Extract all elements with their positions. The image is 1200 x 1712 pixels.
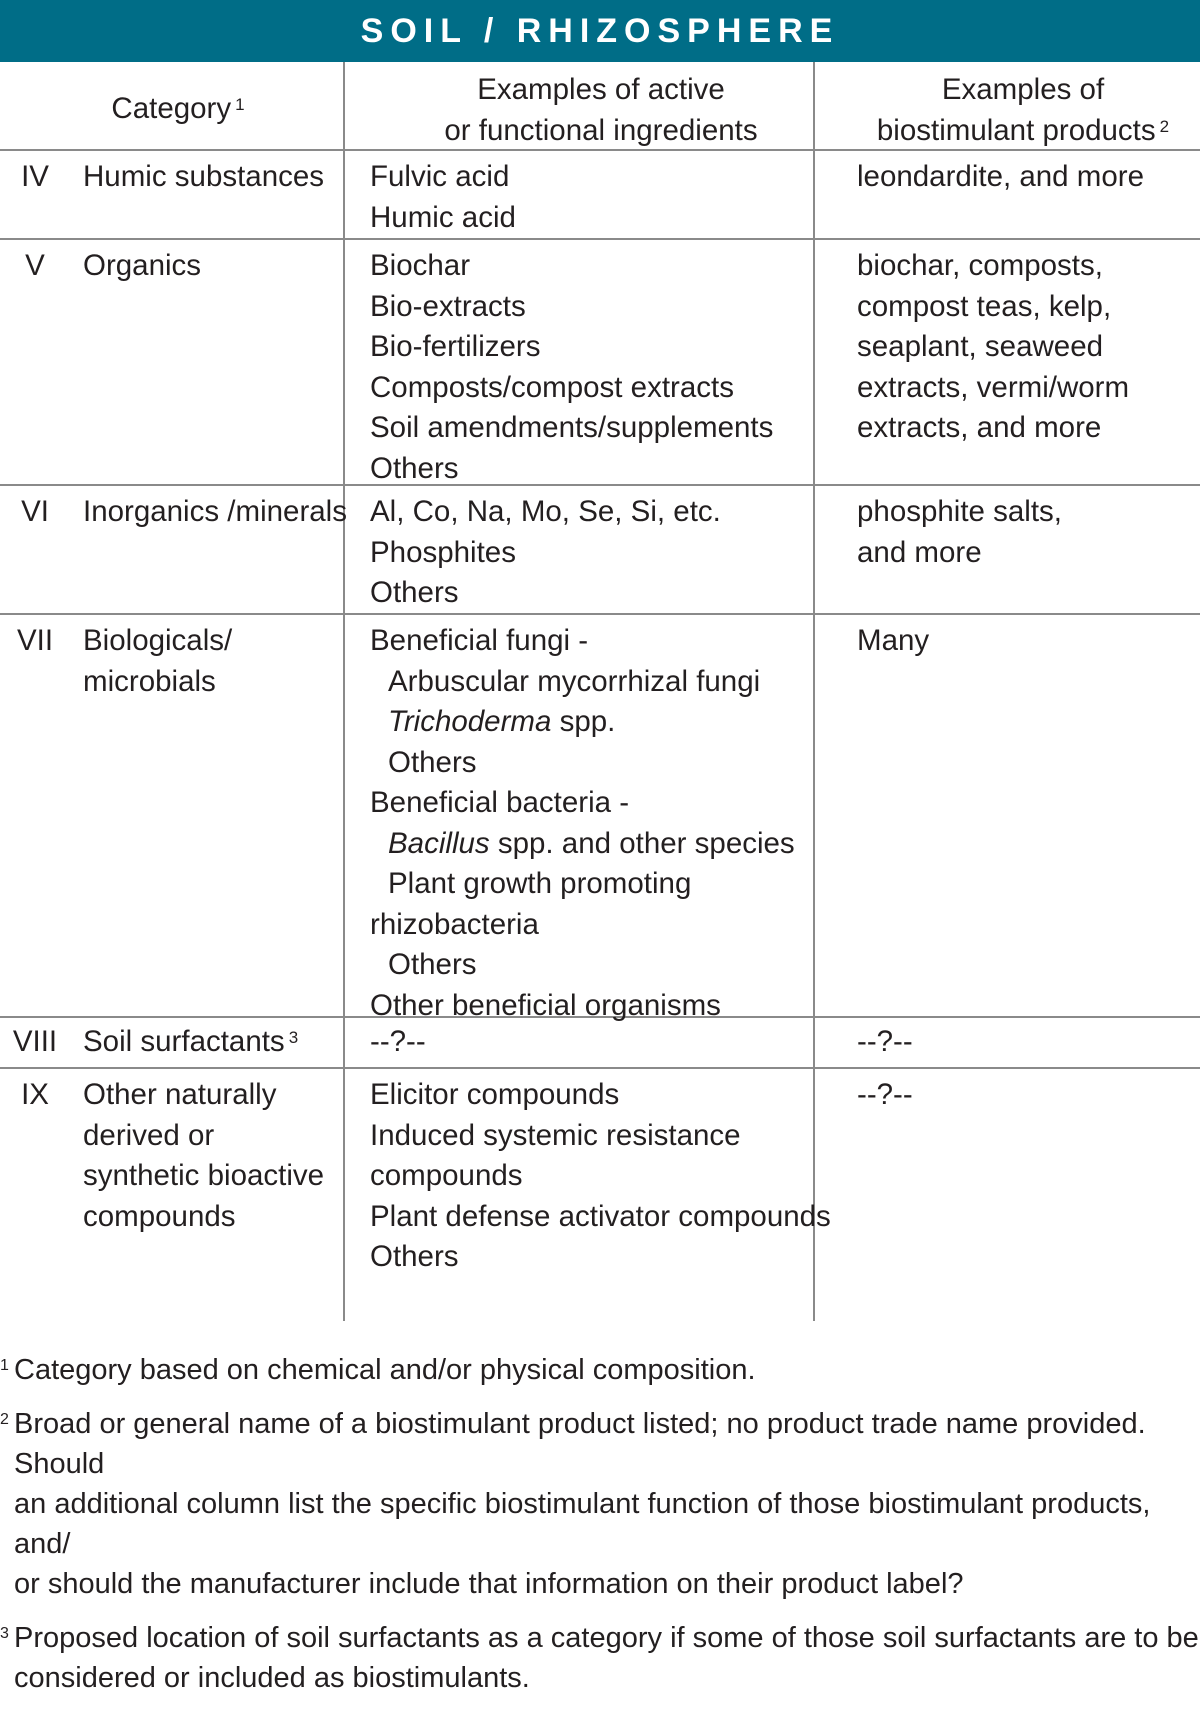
table-title: SOIL / RHIZOSPHERE — [360, 11, 840, 50]
footnotes — [0, 1350, 1200, 1712]
header-products: Examples of biostimulant products $^2$ — [876, 73, 1170, 147]
row-products: Many — [857, 624, 930, 657]
row-number: VI — [21, 495, 49, 528]
row-products: phosphite salts, and more — [857, 495, 1062, 569]
row-category: Soil surfactants $^3$ — [83, 1025, 299, 1058]
table-row — [0, 615, 1200, 1022]
row-products: biochar, composts, compost teas, kelp, seaplant, seaweed extracts, vermi/worm extracts, and more — [857, 249, 1130, 444]
table-row — [0, 1018, 1200, 1069]
table-row — [0, 240, 1200, 486]
row-ingredients: Al, Co, Na, Mo, Se, Si, etc. Phosphites Others — [370, 495, 721, 609]
row-ingredients: --?-- — [370, 1025, 426, 1058]
table-row — [0, 1069, 1200, 1281]
row-ingredients: Biochar Bio-extracts Bio-fertilizers Composts/compost extracts Soil amendments/supplements Others — [370, 249, 774, 485]
footnote-3: 3 Proposed location of soil surfactants as a category if some of those soil surfactants are to be considered or included as biostimulants. — [0, 1618, 1200, 1698]
header-ingredients: Examples of active or functional ingredients — [444, 73, 758, 147]
row-ingredients: Elicitor compounds Induced systemic resistance compounds Plant defense activator compounds Others — [370, 1078, 831, 1273]
row-category: Other naturally derived or synthetic bioactive compounds — [83, 1078, 325, 1233]
row-products: --?-- — [857, 1025, 913, 1058]
row-products: leondardite, and more — [857, 160, 1144, 193]
row-category: Inorganics /minerals — [83, 495, 347, 528]
row-number: IX — [21, 1078, 49, 1111]
header-category: Category $^1$ — [111, 92, 245, 125]
row-products: --?-- — [857, 1078, 913, 1111]
biostimulant-table — [0, 62, 1200, 1281]
footnote-1: 1 Category based on chemical and/or physical composition. — [0, 1350, 1200, 1390]
footnote-2: 2 Broad or general name of a biostimulant product listed; no product trade name provided. Should an additional column list the specific biostimulant function of those biostimulant products, and/ or should the manufacturer include that information on their product label? — [0, 1404, 1200, 1604]
row-category: Humic substances — [83, 160, 325, 193]
footnote-mark: 1 — [0, 1357, 9, 1374]
table-title-banner — [0, 0, 1200, 62]
row-ingredients: Fulvic acid Humic acid — [370, 160, 516, 234]
row-number: VIII — [12, 1025, 58, 1058]
row-number: VII — [16, 624, 54, 657]
footnote-mark: 3 — [0, 1625, 9, 1642]
table-header-row — [0, 62, 1200, 151]
row-number: IV — [21, 160, 49, 193]
row-ingredients: Beneficial fungi - Arbuscular mycorrhizal fungi Trichoderma spp. Others Beneficial bacteria - Bacillus spp. and other species Plant growth promoting rhizobacteria Others Other beneficial organisms — [370, 624, 795, 1022]
footnote-mark: 2 — [0, 1411, 9, 1428]
row-category: Biologicals/ microbials — [83, 624, 233, 698]
table-row — [0, 151, 1200, 240]
row-number: V — [25, 249, 45, 282]
table-row — [0, 486, 1200, 615]
row-category: Organics — [83, 249, 202, 282]
